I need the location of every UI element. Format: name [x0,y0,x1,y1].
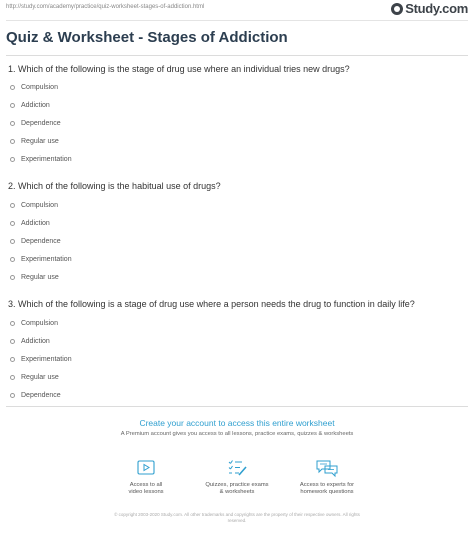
radio-button[interactable] [10,121,15,126]
feature-experts [282,458,372,496]
experts-chat-icon [314,458,340,478]
question-1-option-4[interactable] [10,136,59,146]
option-label: Addiction [21,337,50,345]
study-logo[interactable] [391,1,468,16]
question-2-option-5[interactable] [10,272,59,282]
question-3-option-5[interactable] [10,390,61,400]
option-label: Dependence [21,119,61,127]
option-label: Compulsion [21,83,58,91]
top-bar [0,0,474,18]
radio-button[interactable] [10,239,15,244]
option-label: Addiction [21,219,50,227]
question-1-option-5[interactable] [10,154,72,164]
question-2-option-2[interactable] [10,218,50,228]
radio-button[interactable] [10,321,15,326]
option-label: Dependence [21,391,61,399]
option-label: Compulsion [21,201,58,209]
feature-line-1: Quizzes, practice exams [205,482,269,488]
feature-line-2: homework questions [300,489,354,495]
question-3-option-3[interactable] [10,354,72,364]
question-3-option-1[interactable] [10,318,58,328]
option-label: Addiction [21,101,50,109]
logo-text: Study.com [405,1,468,16]
option-label: Experimentation [21,255,72,263]
question-1-text: 1. Which of the following is the stage of drug use where an individual tries new drugs? [8,64,350,74]
feature-line-2: video lessons [128,489,164,495]
radio-button[interactable] [10,357,15,362]
radio-button[interactable] [10,375,15,380]
feature-line-1: Access to all [129,482,163,488]
copyright-line-2: reserved. [227,518,247,523]
create-account-link[interactable]: Create your account to access this entire worksheet [139,418,335,428]
section-divider [6,406,468,407]
premium-description: A Premium account gives you access to all lessons, practice exams, quizzes & worksheets [120,431,354,437]
radio-button[interactable] [10,157,15,162]
option-label: Dependence [21,237,61,245]
option-label: Regular use [21,273,59,281]
page-title: Quiz & Worksheet - Stages of Addiction [6,29,288,46]
logo-mark-icon [391,3,403,15]
question-2-option-1[interactable] [10,200,58,210]
radio-button[interactable] [10,139,15,144]
radio-button[interactable] [10,393,15,398]
radio-button[interactable] [10,85,15,90]
feature-line-1: Access to experts for [299,482,355,488]
question-3-option-4[interactable] [10,372,59,382]
title-divider [6,55,468,56]
question-3-option-2[interactable] [10,336,50,346]
option-label: Regular use [21,373,59,381]
question-3-text: 3. Which of the following is a stage of drug use where a person needs the drug to function in daily life? [8,299,415,309]
question-2-option-4[interactable] [10,254,72,264]
option-label: Regular use [21,137,59,145]
feature-quizzes [192,458,282,496]
question-2-text: 2. Which of the following is the habitual use of drugs? [8,181,221,191]
question-1-option-3[interactable] [10,118,61,128]
radio-button[interactable] [10,103,15,108]
radio-button[interactable] [10,203,15,208]
copyright-footer [90,512,384,524]
option-label: Compulsion [21,319,58,327]
video-lessons-icon [135,458,157,478]
quizzes-icon [225,458,249,478]
question-1-option-2[interactable] [10,100,50,110]
copyright-line-1: © copyright 2003-2020 Study.com. All other trademarks and copyrights are the property of their respective owners. All rights [114,512,360,517]
question-2-option-3[interactable] [10,236,61,246]
option-label: Experimentation [21,355,72,363]
radio-button[interactable] [10,275,15,280]
feature-line-2: & worksheets [219,489,255,495]
page-url: http://study.com/academy/practice/quiz-worksheet-stages-of-addiction.html [6,4,205,10]
question-1-option-1[interactable] [10,82,58,92]
header-rule [6,20,468,21]
radio-button[interactable] [10,339,15,344]
radio-button[interactable] [10,221,15,226]
option-label: Experimentation [21,155,72,163]
radio-button[interactable] [10,257,15,262]
feature-video-lessons [101,458,191,496]
